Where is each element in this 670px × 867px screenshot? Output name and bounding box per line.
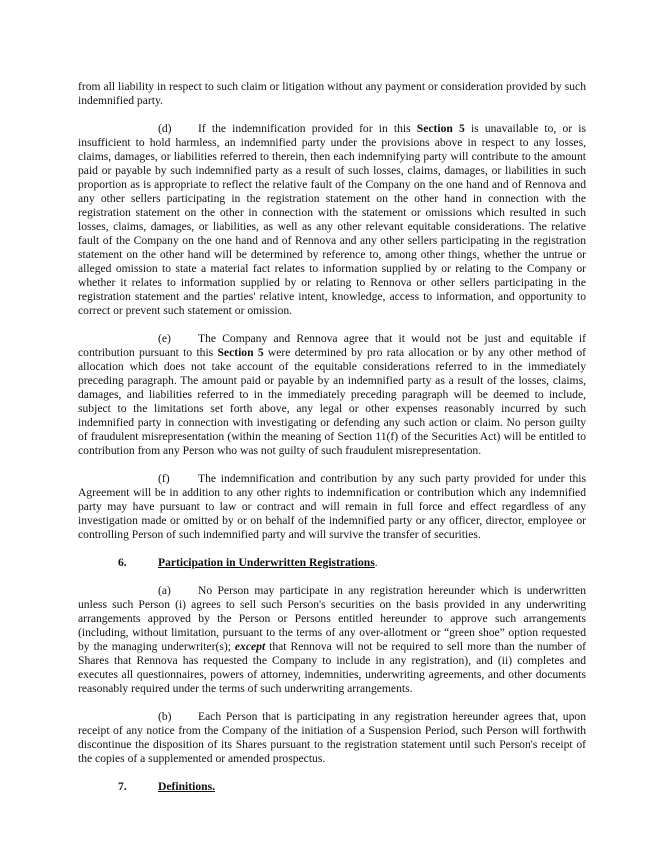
section-ref-5e: Section 5 <box>217 346 264 359</box>
intro-paragraph: from all liability in respect to such claim or litigation without any payment or consideration provided by such indemnified party. <box>78 80 586 107</box>
clause-5f-text: The indemnification and contribution by any such party provided for under this Agreement will be in addition to any other rights to indemnification or contribution which any indemnified party may have pursuant to law or contract and will remain in full force and effect regardless of any investigation made or omitted by or on behalf of the indemnified party or any officer, director, employee or controlling Person of such indemnified party and will survive the transfer of securities. <box>78 472 586 541</box>
clause-label-6a: (a) <box>158 584 171 597</box>
section-7-title: Definitions <box>158 780 213 793</box>
section-7-number: 7. <box>118 780 127 793</box>
section-ref-5d: Section 5 <box>416 122 465 135</box>
clause-label-e: (e) <box>158 332 171 345</box>
except-emphasis: except <box>234 640 266 653</box>
section-6-heading <box>78 556 586 570</box>
paragraph-6a <box>78 584 586 696</box>
section-7-heading <box>78 780 586 794</box>
paragraph-6b <box>78 710 586 766</box>
clause-6a-text-1: No Person may participate in any registration hereunder which is underwritten unless such Person (i) agrees to sell such Person's securities on the basis provided in any underwriting arrangements approved by the Person or Persons entitled hereunder to approve such arrangements (including, without limitation, pursuant to the terms of any over-allotment or “green shoe” option requested by the managing underwriter(s); <box>78 584 586 653</box>
clause-5d-text-2: is unavailable to, or is insufficient to hold harmless, an indemnified party under the provisions above in respect to any losses, claims, damages, or liabilities referred to therein, then each indemnifying party will contribute to the amount paid or payable by such indemnified party as a result of such losses, claims, damages, or liabilities in such proportion as is appropriate to reflect the relative fault of the Company on the one hand and of Rennova and any other sellers participating in the registration statement on the other hand in connection with the registration statement on the other in connection with the statement or omissions which resulted in such losses, claims, damages, or liabilities, as well as any other relevant equitable considerations. The relative fault of the Company on the one hand and of Rennova and any other sellers participating in the registration statement on the other hand will be determined by reference to, among other things, whether the untrue or alleged omission to state a material fact relates to information supplied by or relating to the Company or whether it relates to information supplied by or relating to Rennova or other sellers participating in the registration statement and the parties' relative intent, knowledge, access to information, and opportunity to correct or prevent such statement or omission. <box>78 122 586 317</box>
clause-label-6b: (b) <box>158 710 172 723</box>
clause-5e-text-1: The Company and Rennova agree that it would not be just and equitable if contribution pursuant to this <box>78 332 586 359</box>
document-page <box>78 80 586 808</box>
clause-label-f: (f) <box>158 472 170 485</box>
clause-6a-text-2: that Rennova will not be required to sell more than the number of Shares that Rennova has requested the Company to include in any registration), and (ii) completes and executes all questionnaires, powers of attorney, indemnities, underwriting agreements, and other documents reasonably required under the terms of such underwriting arrangements. <box>78 640 586 695</box>
clause-6b-text: Each Person that is participating in any registration hereunder agrees that, upon receipt of any notice from the Company of the initiation of a Suspension Period, such Person will forthwith discontinue the disposition of its Shares pursuant to the registration statement until such Person's receipt of the copies of a supplemented or amended prospectus. <box>78 710 586 765</box>
paragraph-5e <box>78 332 586 458</box>
section-7-title-suffix: . <box>212 780 216 793</box>
paragraph-5f <box>78 472 586 542</box>
clause-5d-text-1: If the indemnification provided for in this <box>198 122 417 135</box>
section-6-title-suffix: . <box>374 556 378 569</box>
section-6-title: Participation in Underwritten Registrations <box>158 556 375 569</box>
clause-5e-text-2: were determined by pro rata allocation or by any other method of allocation which does not take account of the equitable considerations referred to in the immediately preceding paragraph. The amount paid or payable by an indemnified party as a result of the losses, claims, damages, and liabilities referred to in the immediately preceding paragraph will be deemed to include, subject to the limitations set forth above, any legal or other expenses reasonably incurred by such indemnified party in connection with investigating or defending any such action or claim. No person guilty of fraudulent misrepresentation (within the meaning of Section 11(f) of the Securities Act) will be entitled to contribution from any Person who was not guilty of such fraudulent misrepresentation. <box>78 346 586 457</box>
section-6-number: 6. <box>118 556 127 569</box>
clause-label-d: (d) <box>158 122 172 135</box>
paragraph-5d <box>78 122 586 318</box>
